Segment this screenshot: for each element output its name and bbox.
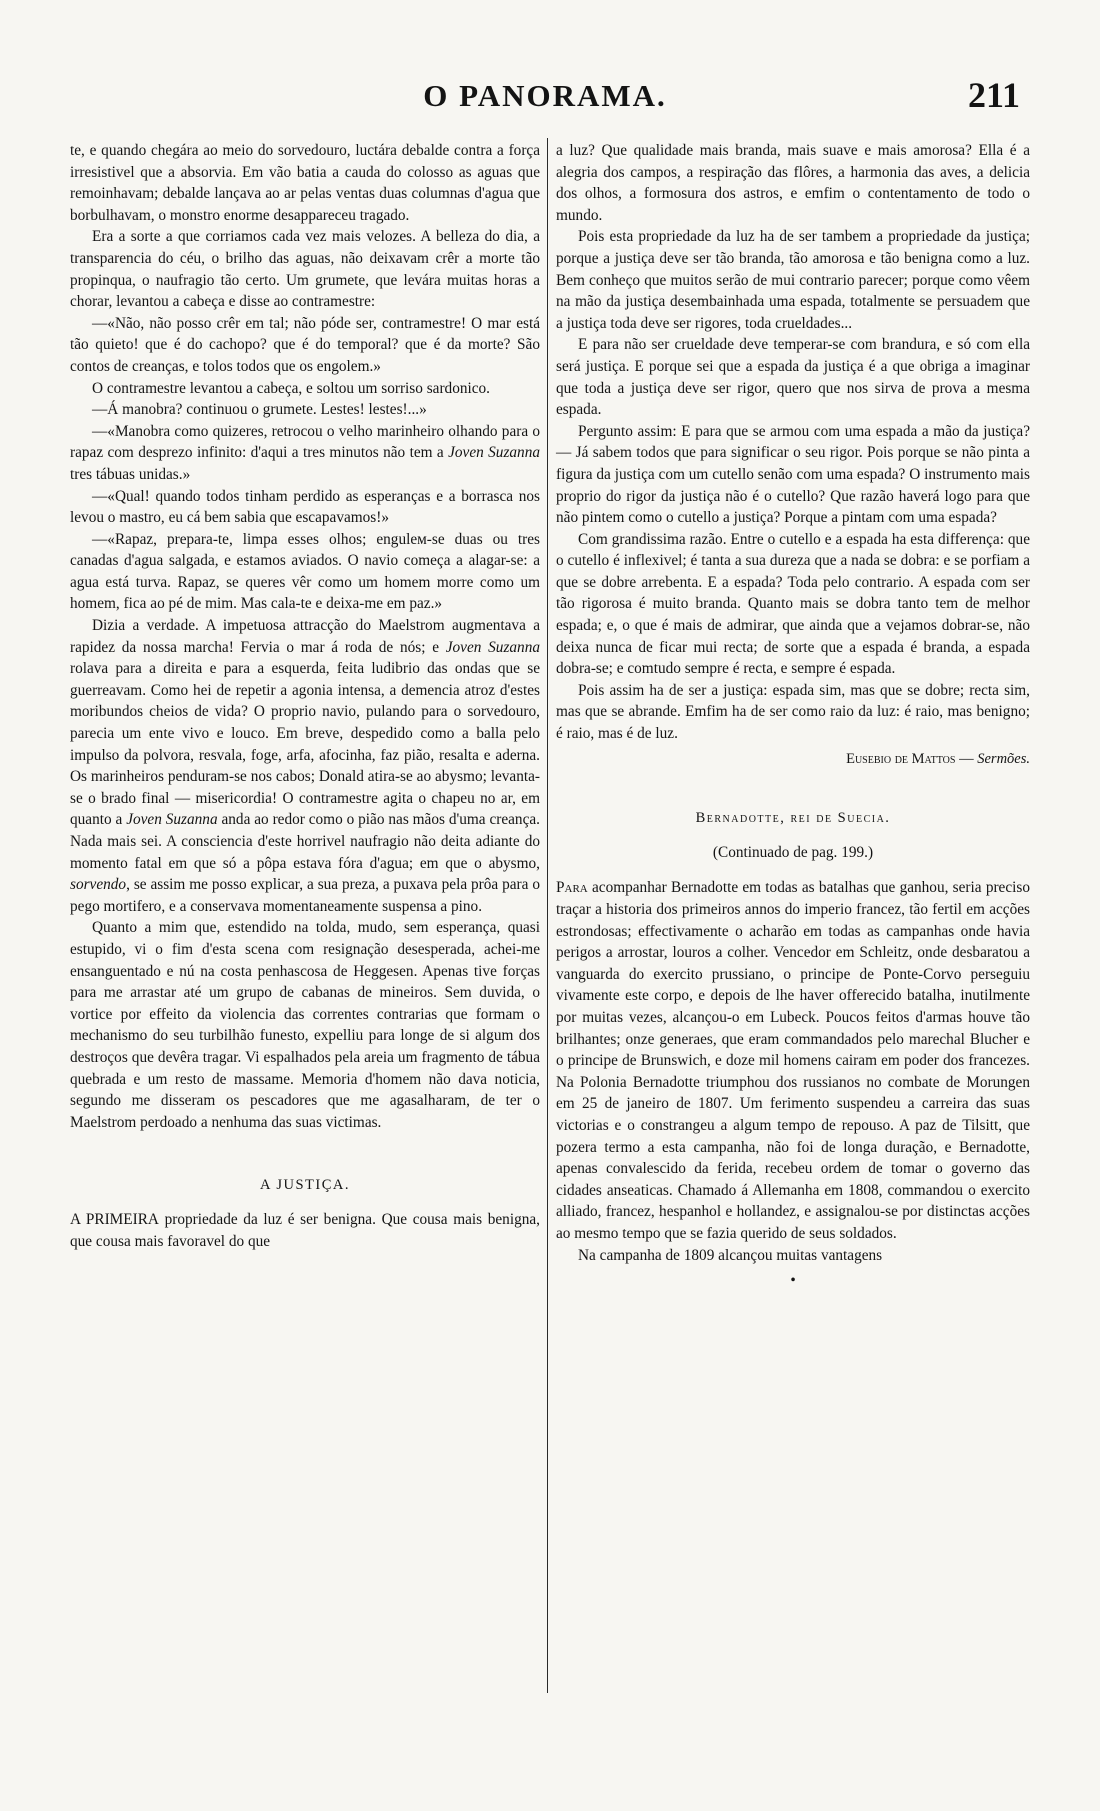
paragraph bbox=[70, 421, 540, 486]
paragraph bbox=[70, 615, 540, 917]
lead-in: A PRIMEIRA bbox=[70, 1210, 159, 1228]
work-title: Sermões. bbox=[977, 750, 1030, 767]
paragraph: —«Rapaz, prepara-te, limpa esses olhos; enguleм-se duas ou tres canadas d'agua salgada, e estamos aviados. O navio começa a alagar-se: a agua está turva. Rapaz, se queres vêr como um homem morre como um homem, fica ao pé de mim. Mas cala-te e deixa-me em paz.» bbox=[70, 530, 540, 613]
ship-name: Joven Suzanna bbox=[126, 811, 218, 829]
text-run: tres tábuas unidas.» bbox=[70, 465, 191, 483]
right-column bbox=[556, 140, 1030, 1292]
signature bbox=[556, 749, 1030, 771]
text-run: propriedade da luz é ser benigna. Que cousa mais benigna, que cousa mais favoravel do que bbox=[70, 1210, 540, 1250]
bullet-mark: • bbox=[790, 1272, 796, 1290]
paragraph: E para não ser crueldade deve temperar-se com brandura, e só com ella será justiça. E porque sei que a espada da justiça é a que obriga a imaginar que toda a justiça deve ser rigor, quero que nos sirva de prova a mesma espada. bbox=[556, 336, 1030, 419]
paragraph: —«Não, não posso crêr em tal; não póde ser, contramestre! O mar está tão quieto! que é do cachopo? que é do temporal? que é da morte? São contos de creanças, e tolos todos que os engolem.» bbox=[70, 314, 540, 375]
paragraph: Na campanha de 1809 alcançou muitas vantagens bbox=[578, 1246, 883, 1264]
paragraph: te, e quando chegára ao meio do sorvedouro, luctára debalde contra a força irresistivel que a absorvia. Em vão batia a cauda do colosso as aguas que remoinhavam; debalde lançava ao ar pelas ventas duas columnas d'agua que borbulhavam, o monstro enorme desappareceu tragado. bbox=[70, 142, 540, 224]
section-title-justica: A JUSTIÇA. bbox=[260, 1177, 350, 1194]
ship-name: Joven Suzanna bbox=[445, 638, 540, 656]
text-run: rolava para a direita e para a esquerda, feita ludibrio das ondas que se guerreavam. Como hei de repetir a agonia intensa, a demencia atroz d'estes moribundos cheios de vida? O proprio navio, pulando para o sorvedouro, parecia um ente vivo e louco. Em breve, despedido como a balla pelo impulso da polvora, resvala, foge, arfa, afocinha, faz pião, resalta e aderna. Os marinheiros penduram-se nos cabos; Donald atira-se ao abysmo; levanta-se o brado final — misericordia! O contramestre agita o chapeu no ar, em quanto a bbox=[70, 660, 540, 829]
paragraph: Quanto a mim que, estendido na tolda, mudo, sem esperança, quasi estupido, vi o fim d'esta scena com resignação desesperada, achei-me ensanguentado e nú na costa penhascosa de Heggesen. Apenas tive forças para me arrastar até um grupo de cabanas de mineiros. Sem duvida, o vortice por effeito da violencia das correntes contrarias que formam o mechanismo do seu turbilhão funesto, expelliu para longe de si algum dos destroços que devêra tragar. Vi espalhados pela areia um fragmento de tábua quebrada e um resto de massame. Memoria d'homem não dava noticia, segundo me disseram os pescadores que me agasalharam, de ter o Maelstrom perdoado a nenhuma das suas victimas. bbox=[70, 919, 540, 1131]
emphasis: sorvendo bbox=[70, 876, 127, 894]
lead-in: Para bbox=[556, 879, 588, 897]
ship-name: Joven Suzanna bbox=[448, 444, 540, 462]
left-column bbox=[70, 140, 540, 1252]
paragraph: —Á manobra? continuou o grumete. Lestes! lestes!...» bbox=[92, 401, 427, 419]
paragraph: a luz? Que qualidade mais branda, mais suave e mais amorosa? Ella é a alegria dos campos, a respiração das flôres, a harmonia das aves, a delicia dos olhos, a formosura dos astros, e emfim o contentamento de todo o mundo. bbox=[556, 142, 1030, 224]
text-run: —«Manobra como quizeres, retrocou o velho marinheiro olhando para o rapaz com desprezo infinito: d'aqui a tres minutos não tem a bbox=[70, 422, 540, 462]
text-run: , se assim me posso explicar, a sua preza, a puxava pela prôa para o pego mortifero, e a conservava momentaneamente suspensa a pino. bbox=[70, 876, 540, 915]
column-divider bbox=[547, 138, 548, 1693]
page-number: 211 bbox=[967, 75, 1020, 115]
author-name: Eusebio de Mattos bbox=[846, 750, 956, 767]
masthead-title: O PANORAMA. bbox=[423, 78, 667, 113]
paragraph: Pergunto assim: E para que se armou com uma espada a mão da justiça? — Já sabem todos que para significar o seu rigor. Pois porque se não pinta a figura da justiça com um cutello senão com uma espada? O instrumento mais proprio do rigor da justiça não é o cutello? Que razão haverá logo para que não pintem como o cutello a justiça? Porque a pintam com uma espada? bbox=[556, 422, 1030, 527]
text-run: acompanhar Bernadotte em todas as batalhas que ganhou, seria preciso traçar a historia dos primeiros annos do imperio francez, tão fertil em acções estrondosas; effectivamente o acharão em todas as campanhas onde havia perigos a arrostar, louros a colher. Vencedor em Schleitz, onde desbaratou a vanguarda do exercito prussiano, o principe de Ponte-Corvo perseguiu vivamente este corpo, e depois de lhe haver offerecido batalha, inutilmente por muitas vezes, alcançou-o em Lubeck. Poucos feitos d'armas houve tão brilhantes; onze generaes, que eram commandados pelo marechal Blucher e o principe de Brunswich, e doze mil homens cairam em poder dos francezes. Na Polonia Bernadotte triumphou dos russianos no combate de Morungen em 25 de janeiro de 1807. Um ferimento suspendeu a carreira das suas victorias e o constrangeu a algum tempo de repouso. A paz de Tilsitt, que pozera termo a esta campanha, não foi de longa duração, e Bernadotte, apenas convalescido da ferida, recebeu ordem de tomar o governo das cidades anseaticas. Chamado á Allemanha em 1808, commandou o exercito alliado, francez, hespanhol e hollandez, e assignalou-se por distinctas acções ao mesmo tempo que se fazia querido de seus soldados. bbox=[556, 879, 1030, 1242]
section-title-bernadotte: Bernadotte, rei de Suecia. bbox=[695, 810, 891, 827]
text-run: — bbox=[955, 750, 978, 767]
paragraph: Pois esta propriedade da luz ha de ser tambem a propriedade da justiça; porque a justiça deve ser tão branda, tão amorosa e tão benigna como a luz. Bem conheço que muitos serão de mui contrario parecer; porque como vêem na mão da justiça desembainhada uma espada, totalmente se persuadem que a justiça toda deve ser rigores, toda crueldades... bbox=[556, 228, 1030, 332]
text-run: Dizia a verdade. A impetuosa attracção do Maelstrom augmentava a rapidez da nossa marcha! Fervia o mar á roda de nós; e bbox=[70, 617, 540, 656]
paragraph bbox=[70, 1209, 540, 1252]
paragraph: —«Qual! quando todos tinham perdido as esperanças e a borrasca nos levou o mastro, eu cá bem sabia que escapavamos!» bbox=[70, 487, 540, 527]
paragraph: Pois assim ha de ser a justiça: espada sim, mas que se dobre; recta sim, mas que se abrande. Emfim ha de ser como raio da luz: é raio, mas benigno; é raio, mas é de luz. bbox=[556, 681, 1030, 743]
paragraph bbox=[556, 877, 1030, 1244]
paragraph: Era a sorte a que corriamos cada vez mais velozes. A belleza do dia, a transparencia do céu, o brilho das aguas, não deixavam crêr a morte tão propinqua, o naufragio tão certo. Um grumete, que levára muitas horas a chorar, levantou a cabeça e disse ao contramestre: bbox=[70, 228, 540, 311]
paragraph: Com grandissima razão. Entre o cutello e a espada ha esta differença: que o cutello é inflexivel; é tanta a sua dureza que a nada se dobra: e se porfiam a que se dobre arrebenta. E a espada? Toda pelo contrario. A espada com ser tão rigorosa é muito branda. Quanto mais se dobra tanto tem de melhor espada; e, o que é mais de admirar, que ainda que a vejamos dobrar-se, não deixa nunca de ficar mui recta; de sorte que a espada é branda, a espada dobra-se; e comtudo sempre é recta, e sempre é espada. bbox=[556, 530, 1030, 678]
page-header bbox=[70, 75, 1020, 128]
section-subtitle: (Continuado de pag. 199.) bbox=[712, 843, 874, 861]
text-run: anda ao redor como o pião nas mãos d'uma creança. Nada mais sei. A consciencia d'este horrivel naufragio não deita adiante do momento fatal em que só a pôpa estava fóra d'agua; em que o abysmo, bbox=[70, 811, 540, 872]
paragraph: O contramestre levantou a cabeça, e soltou um sorriso sardonico. bbox=[92, 379, 491, 397]
